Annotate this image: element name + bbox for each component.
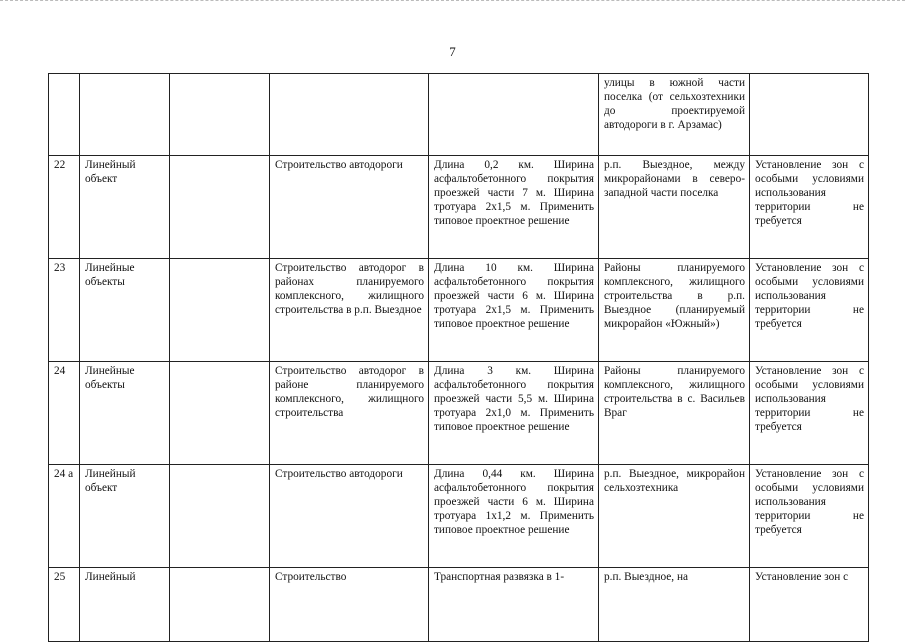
- cell-name: Строительство автодороги: [270, 465, 429, 568]
- cell-num: 23: [49, 259, 80, 362]
- cell-name: [270, 74, 429, 156]
- cell-type: Линейные объекты: [80, 259, 170, 362]
- cell-name: Строительство: [270, 568, 429, 642]
- cell-type: Линейный объект: [80, 156, 170, 259]
- cell-empty: [170, 465, 270, 568]
- cell-location: Районы планируемого комплексного, жилищного строительства в р.п. Выездное (планируемый микрорайон «Южный»): [599, 259, 750, 362]
- cell-num: 24 а: [49, 465, 80, 568]
- table-row: [49, 74, 869, 156]
- page-number: 7: [449, 44, 456, 59]
- table-row: [49, 568, 869, 642]
- table-row: [49, 465, 869, 568]
- cell-location: р.п. Выездное, между микрорайонами в северо-западной части поселка: [599, 156, 750, 259]
- cell-empty: [170, 74, 270, 156]
- cell-type: Линейный: [80, 568, 170, 642]
- cell-location: улицы в южной части поселка (от сельхозтехники до проектируемой автодороги в г. Арзамас): [599, 74, 750, 156]
- cell-specs: Длина 0,2 км. Ширина асфальтобетонного покрытия проезжей части 7 м. Ширина тротуара 2x1,5 м. Применить типовое проектное решение: [429, 156, 599, 259]
- cell-location: Районы планируемого комплексного, жилищного строительства в с. Васильев Враг: [599, 362, 750, 465]
- cell-type: [80, 74, 170, 156]
- cell-num: 22: [49, 156, 80, 259]
- cell-specs: Длина 3 км. Ширина асфальтобетонного покрытия проезжей части 5,5 м. Ширина тротуара 2x1,0 м. Применить типовое проектное решение: [429, 362, 599, 465]
- cell-zones: Установление зон с особыми условиями использования территории не требуется: [750, 259, 869, 362]
- cell-name: Строительство автодороги: [270, 156, 429, 259]
- table-row: [49, 362, 869, 465]
- cell-empty: [170, 568, 270, 642]
- cell-location: р.п. Выездное, микрорайон сельхозтехника: [599, 465, 750, 568]
- cell-name: Строительство автодорог в районе планируемого комплексного, жилищного строительства: [270, 362, 429, 465]
- cell-zones: [750, 74, 869, 156]
- cell-name: Строительство автодорог в районах планируемого комплексного, жилищного строительства в р.п. Выездное: [270, 259, 429, 362]
- table-row: [49, 156, 869, 259]
- cell-empty: [170, 156, 270, 259]
- cell-specs: Длина 10 км. Ширина асфальтобетонного покрытия проезжей части 6 м. Ширина тротуара 2x1,5 м. Применить типовое проектное решение: [429, 259, 599, 362]
- cell-zones: Установление зон с особыми условиями использования территории не требуется: [750, 362, 869, 465]
- cell-specs: Транспортная развязка в 1-: [429, 568, 599, 642]
- cell-specs: [429, 74, 599, 156]
- cell-location: р.п. Выездное, на: [599, 568, 750, 642]
- cell-specs: Длина 0,44 км. Ширина асфальтобетонного покрытия проезжей части 6 м. Ширина тротуара 1x1,2 м. Применить типовое проектное решение: [429, 465, 599, 568]
- cell-type: Линейный объект: [80, 465, 170, 568]
- cell-zones: Установление зон с особыми условиями использования территории не требуется: [750, 156, 869, 259]
- scan-edge-line: [0, 0, 905, 1]
- table-row: [49, 259, 869, 362]
- cell-empty: [170, 362, 270, 465]
- cell-zones: Установление зон с: [750, 568, 869, 642]
- cell-zones: Установление зон с особыми условиями использования территории не требуется: [750, 465, 869, 568]
- cell-empty: [170, 259, 270, 362]
- cell-num: 25: [49, 568, 80, 642]
- cell-num: 24: [49, 362, 80, 465]
- cell-type: Линейные объекты: [80, 362, 170, 465]
- cell-num: [49, 74, 80, 156]
- objects-table: [48, 73, 869, 642]
